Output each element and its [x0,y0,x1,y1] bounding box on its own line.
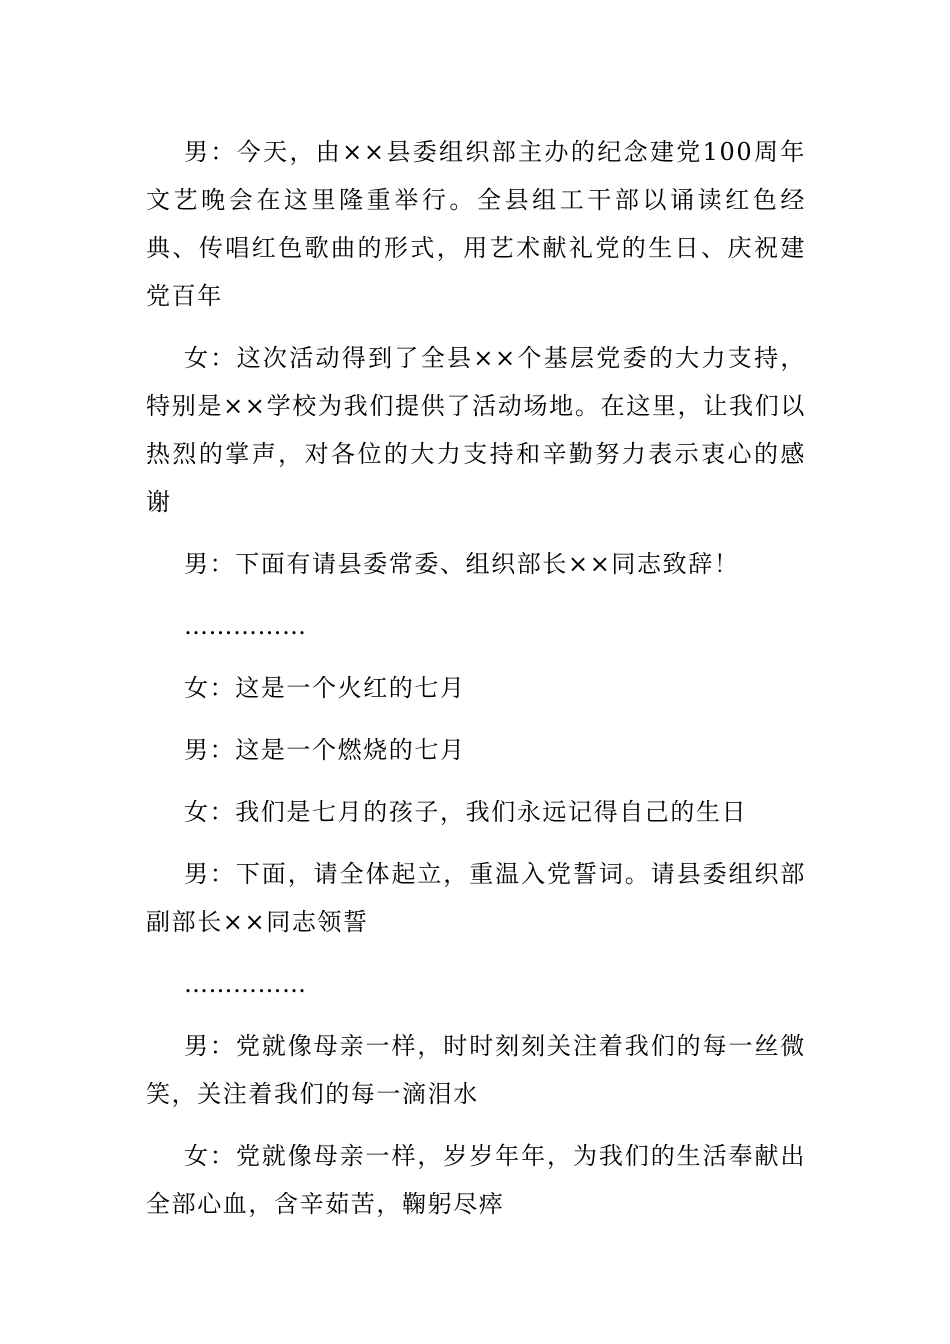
document-page [146,128,806,1242]
paragraph-thanks-female: 女：这次活动得到了全县××个基层党委的大力支持，特别是××学校为我们提供了活动场地。在这里，让我们以热烈的掌声，对各位的大力支持和辛勤努力表示衷心的感谢 [146,344,806,516]
paragraph-mother-male: 男：党就像母亲一样，时时刻刻关注着我们的每一丝微笑，关注着我们的每一滴泪水 [146,1032,806,1108]
paragraph-july-male: 男：这是一个燃烧的七月 [184,736,466,764]
paragraph-oath-male: 男：下面，请全体起立，重温入党誓词。请县委组织部副部长××同志领誓 [146,860,806,936]
paragraph-mother-female: 女：党就像母亲一样，岁岁年年，为我们的生活奉献出全部心血，含辛茹苦，鞠躬尽瘁 [146,1142,806,1218]
ellipsis-separator: …………… [184,612,307,640]
paragraph-july-female: 女：这是一个火红的七月 [184,674,466,702]
ellipsis-separator-2: …………… [184,970,307,998]
paragraph-intro-male: 男：今天，由××县委组织部主办的纪念建党100周年文艺晚会在这里隆重举行。全县组工干部以诵读红色经典、传唱红色歌曲的形式，用艺术献礼党的生日、庆祝建党百年 [146,138,806,310]
paragraph-birthday-female: 女：我们是七月的孩子，我们永远记得自己的生日 [184,798,748,826]
paragraph-speech-invite: 男：下面有请县委常委、组织部长××同志致辞！ [184,550,740,578]
